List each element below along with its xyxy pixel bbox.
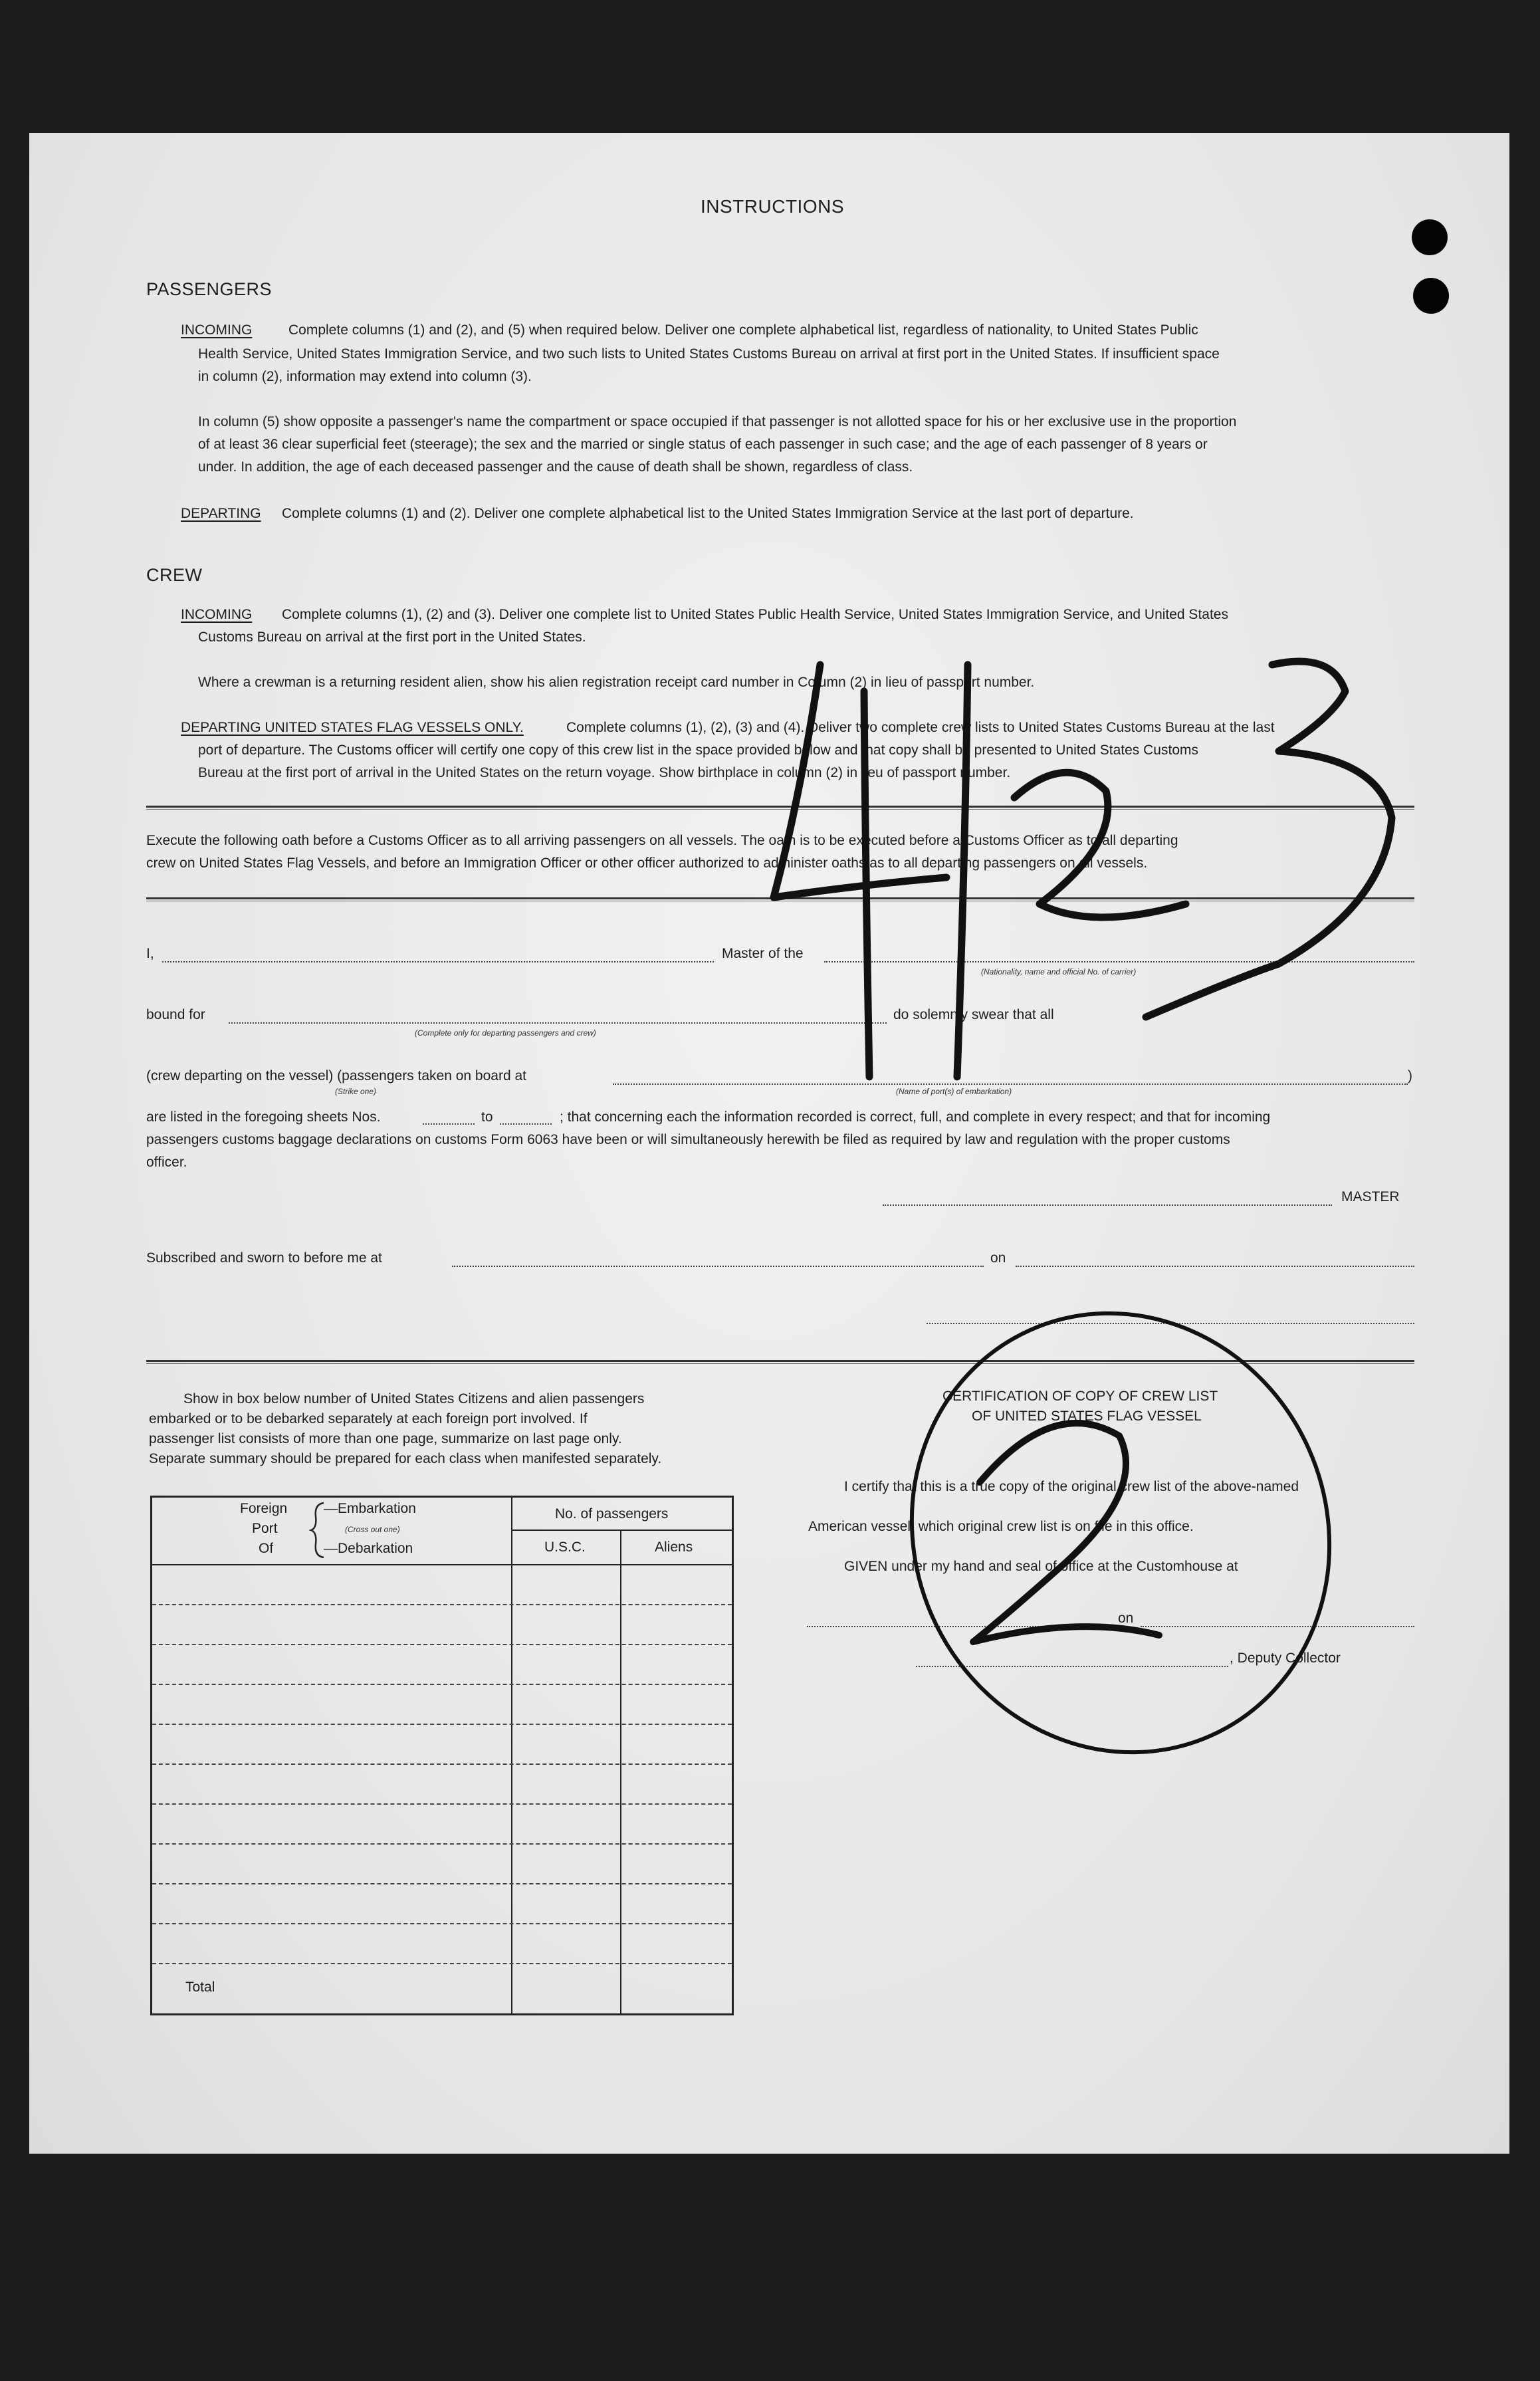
summary-instr-line-1: Show in box below number of United States Citizens and alien passengers — [183, 1391, 645, 1407]
passengers-incoming-line-3: in column (2), information may extend into column (3). — [198, 369, 532, 384]
strike-note: (Strike one) — [335, 1087, 377, 1096]
passengers-departing-text: Complete columns (1) and (2). Deliver one complete alphabetical list to the United States Immigration Service at the last port of departure. — [282, 506, 1134, 521]
passengers-col5-line-1: In column (5) show opposite a passenger's name the compartment or space occupied if that passenger is not allotted space for his or her exclusive use in the proportion — [198, 414, 1237, 429]
usc-label: U.S.C. — [544, 1539, 586, 1555]
cert-title-line-1: CERTIFICATION OF COPY OF CREW LIST — [942, 1389, 1218, 1404]
listed-line-3: officer. — [146, 1155, 187, 1170]
no-passengers-label: No. of passengers — [555, 1506, 669, 1522]
oath-intro-line-2: crew on United States Flag Vessels, and before an Immigration Officer or other officer authorized to administer oaths as to all departing passengers on all vessels. — [146, 855, 1148, 871]
listed-text-b: ; that concerning each the information recorded is correct, full, and complete in every respect; and that for incoming — [560, 1109, 1271, 1125]
port-label: Port — [252, 1521, 278, 1536]
passengers-heading: PASSENGERS — [146, 279, 273, 299]
bound-for-label: bound for — [146, 1007, 205, 1022]
listed-text-a: are listed in the foregoing sheets Nos. — [146, 1109, 381, 1125]
passengers-departing-label: DEPARTING — [181, 506, 261, 521]
crew-returning-text: Where a crewman is a returning resident alien, show his alien registration receipt card number in Column (2) in lieu of passport number. — [198, 675, 1035, 690]
crew-incoming-line-2: Customs Bureau on arrival at the first port in the United States. — [198, 629, 586, 645]
cross-out-note: (Cross out one) — [345, 1525, 400, 1534]
passengers-incoming-line-1: Complete columns (1) and (2), and (5) when required below. Deliver one complete alphabetical list, regardless of nationality, to United States Public — [288, 322, 1198, 338]
crew-incoming-line-1: Complete columns (1), (2) and (3). Deliver one complete list to United States Public Health Service, United States Immigration Service, and United States — [282, 607, 1228, 622]
crew-departing-label: DEPARTING UNITED STATES FLAG VESSELS ONLY. — [181, 720, 524, 735]
ports-note: (Name of port(s) of embarkation) — [896, 1087, 1012, 1096]
crew-departing-label-oath: (crew departing on the vessel) (passengers taken on board at — [146, 1068, 526, 1083]
passengers-col5-line-3: under. In addition, the age of each deceased passenger and the cause of death shall be shown, regardless of class. — [198, 459, 913, 475]
swear-label: do solemnly swear that all — [893, 1007, 1054, 1022]
form-page — [29, 133, 1509, 2154]
master-of-label: Master of the — [722, 946, 804, 961]
crew-departing-line-2: port of departure. The Customs officer will certify one copy of this crew list in the space provided below and that copy shall be presented to United States Customs — [198, 742, 1198, 758]
cert-certify-line-2: American vessel, which original crew list is on file in this office. — [808, 1519, 1194, 1534]
crew-departing-line-1: Complete columns (1), (2), (3) and (4). Deliver two complete crew lists to United States Customs Bureau at the last — [566, 720, 1275, 735]
cert-certify-line-1: I certify that this is a true copy of the original crew list of the above-named — [844, 1479, 1299, 1494]
crew-departing-line-3: Bureau at the first port of arrival in the United States on the return voyage. Show birthplace in column (2) in lieu of passport number. — [198, 765, 1011, 780]
embarkation-label: —Embarkation — [324, 1501, 416, 1516]
cert-title-line-2: OF UNITED STATES FLAG VESSEL — [972, 1409, 1202, 1424]
close-paren: ) — [1408, 1068, 1412, 1083]
listed-to: to — [481, 1109, 493, 1125]
bound-note: (Complete only for departing passengers and crew) — [415, 1028, 596, 1038]
crew-heading: CREW — [146, 565, 203, 585]
master-label: MASTER — [1341, 1189, 1400, 1204]
summary-instr-line-3: passenger list consists of more than one page, summarize on last page only. — [149, 1431, 622, 1446]
summary-instr-line-4: Separate summary should be prepared for each class when manifested separately. — [149, 1451, 662, 1466]
aliens-label: Aliens — [655, 1539, 693, 1555]
handwritten-mark — [29, 133, 1509, 2154]
debarkation-label: —Debarkation — [324, 1541, 413, 1556]
subscribed-on-label: on — [990, 1250, 1006, 1266]
passengers-incoming-line-2: Health Service, United States Immigration Service, and two such lists to United States Customs Bureau on arrival at first port in the United States. If insufficient space — [198, 346, 1220, 362]
summary-instr-line-2: embarked or to be debarked separately at each foreign port involved. If — [149, 1411, 588, 1426]
passengers-incoming-label: INCOMING — [181, 322, 253, 338]
total-label: Total — [185, 1980, 215, 1995]
of-label: Of — [259, 1541, 274, 1556]
cert-on-label: on — [1118, 1611, 1134, 1626]
subscribed-label: Subscribed and sworn to before me at — [146, 1250, 382, 1266]
crew-incoming-label: INCOMING — [181, 607, 253, 622]
passengers-col5-line-2: of at least 36 clear superficial feet (steerage); the sex and the married or single status of each passenger in such case; and the age of each passenger of 8 years or — [198, 437, 1208, 452]
page-title: INSTRUCTIONS — [701, 196, 844, 217]
foreign-label: Foreign — [240, 1501, 288, 1516]
oath-intro-line-1: Execute the following oath before a Customs Officer as to all arriving passengers on all vessels. The oath is to be executed before a Customs Officer as to all departing — [146, 833, 1178, 848]
cert-given-text: GIVEN under my hand and seal of office at the Customhouse at — [844, 1559, 1238, 1574]
deputy-collector-label: , Deputy Collector — [1230, 1650, 1341, 1666]
vessel-note: (Nationality, name and official No. of carrier) — [981, 967, 1137, 976]
listed-line-2: passengers customs baggage declarations on customs Form 6063 have been or will simultaneously herewith be filed as required by law and regulation with the proper customs — [146, 1132, 1230, 1147]
oath-i-label: I, — [146, 946, 154, 961]
